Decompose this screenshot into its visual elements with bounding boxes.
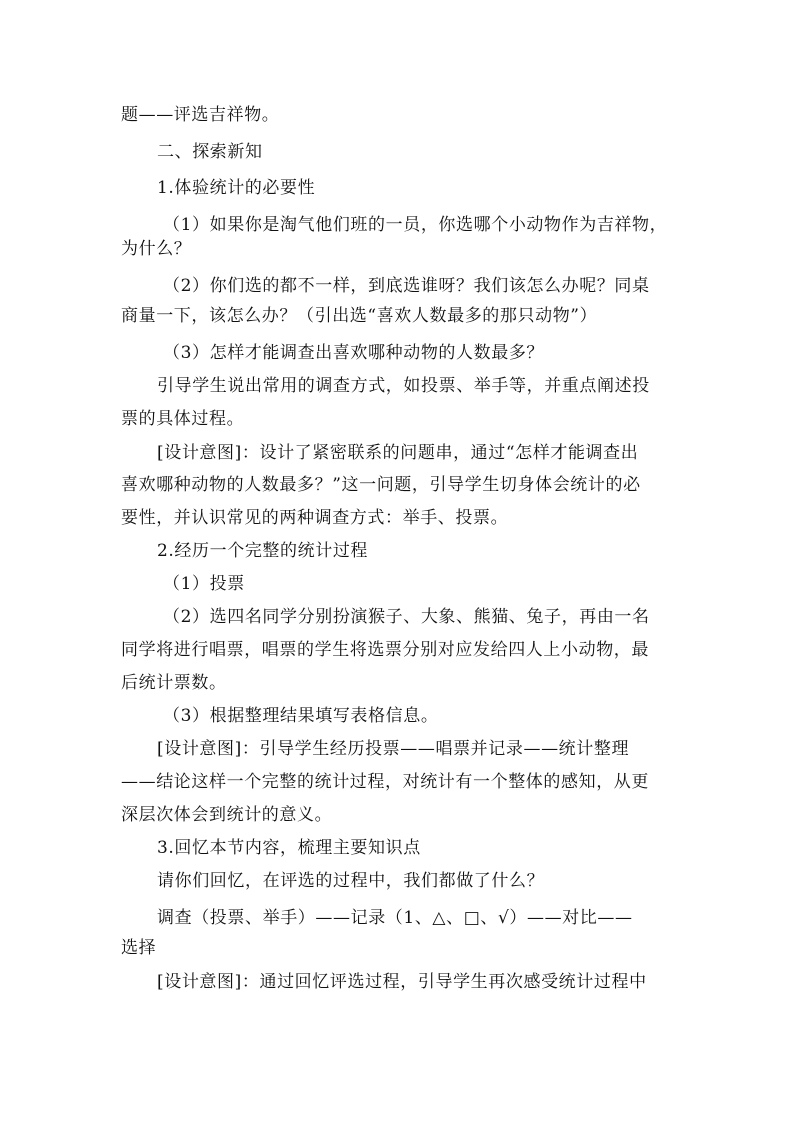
paragraph-line: 喜欢哪种动物的人数最多？”这一问题，引导学生切身体会统计的必	[121, 475, 641, 495]
paragraph-line: 题——评选吉祥物。	[121, 105, 280, 125]
paragraph-line: （3）根据整理结果填写表格信息。	[163, 706, 439, 726]
design-intent-line: [设计意图]：通过回忆评选过程，引导学生再次感受统计过程中	[157, 972, 647, 992]
paragraph-line: （2）选四名同学分别扮演猴子、大象、熊猫、兔子，再由一名	[163, 607, 650, 627]
paragraph-line: ——结论这样一个完整的统计过程，对统计有一个整体的感知，从更	[121, 772, 649, 792]
paragraph-line: （3）怎样才能调查出喜欢哪种动物的人数最多？	[163, 343, 545, 363]
paragraph-line: 商量一下，该怎么办？（引出选“喜欢人数最多的那只动物”）	[121, 306, 598, 326]
paragraph-line: 选择	[121, 938, 157, 958]
paragraph-line: 票的具体过程。	[121, 409, 245, 429]
paragraph-line: 要性，并认识常见的两种调查方式：举手、投票。	[121, 508, 509, 528]
paragraph-line: 请你们回忆，在评选的过程中，我们都做了什么？	[157, 871, 545, 891]
paragraph-line: （2）你们选的都不一样，到底选谁呀？我们该怎么办呢？同桌	[163, 276, 650, 296]
design-intent-line: [设计意图]：设计了紧密联系的问题串，通过“怎样才能调查出	[157, 443, 639, 463]
subsection-heading: 3.回忆本节内容，梳理主要知识点	[157, 838, 421, 858]
paragraph-line: 深层次体会到统计的意义。	[121, 805, 333, 825]
paragraph-line: 为什么？	[121, 239, 192, 259]
paragraph-line: 引导学生说出常用的调查方式，如投票、举手等，并重点阐述投	[157, 376, 650, 396]
paragraph-line: （1）如果你是淘气他们班的一员，你选哪个小动物作为吉祥物，	[163, 215, 668, 235]
paragraph-line: 调查（投票、举手）——记录（1、△、□、√）——对比——	[157, 908, 633, 928]
design-intent-line: [设计意图]：引导学生经历投票——唱票并记录——统计整理	[157, 739, 630, 759]
subsection-heading: 2.经历一个完整的统计过程	[157, 541, 369, 561]
section-heading: 二、探索新知	[157, 142, 263, 162]
subsection-heading: 1.体验统计的必要性	[157, 178, 316, 198]
paragraph-line: 同学将进行唱票，唱票的学生将选票分别对应发给四人上小动物，最	[121, 640, 649, 660]
paragraph-line: 后统计票数。	[121, 673, 227, 693]
paragraph-line: （1）投票	[163, 574, 245, 594]
